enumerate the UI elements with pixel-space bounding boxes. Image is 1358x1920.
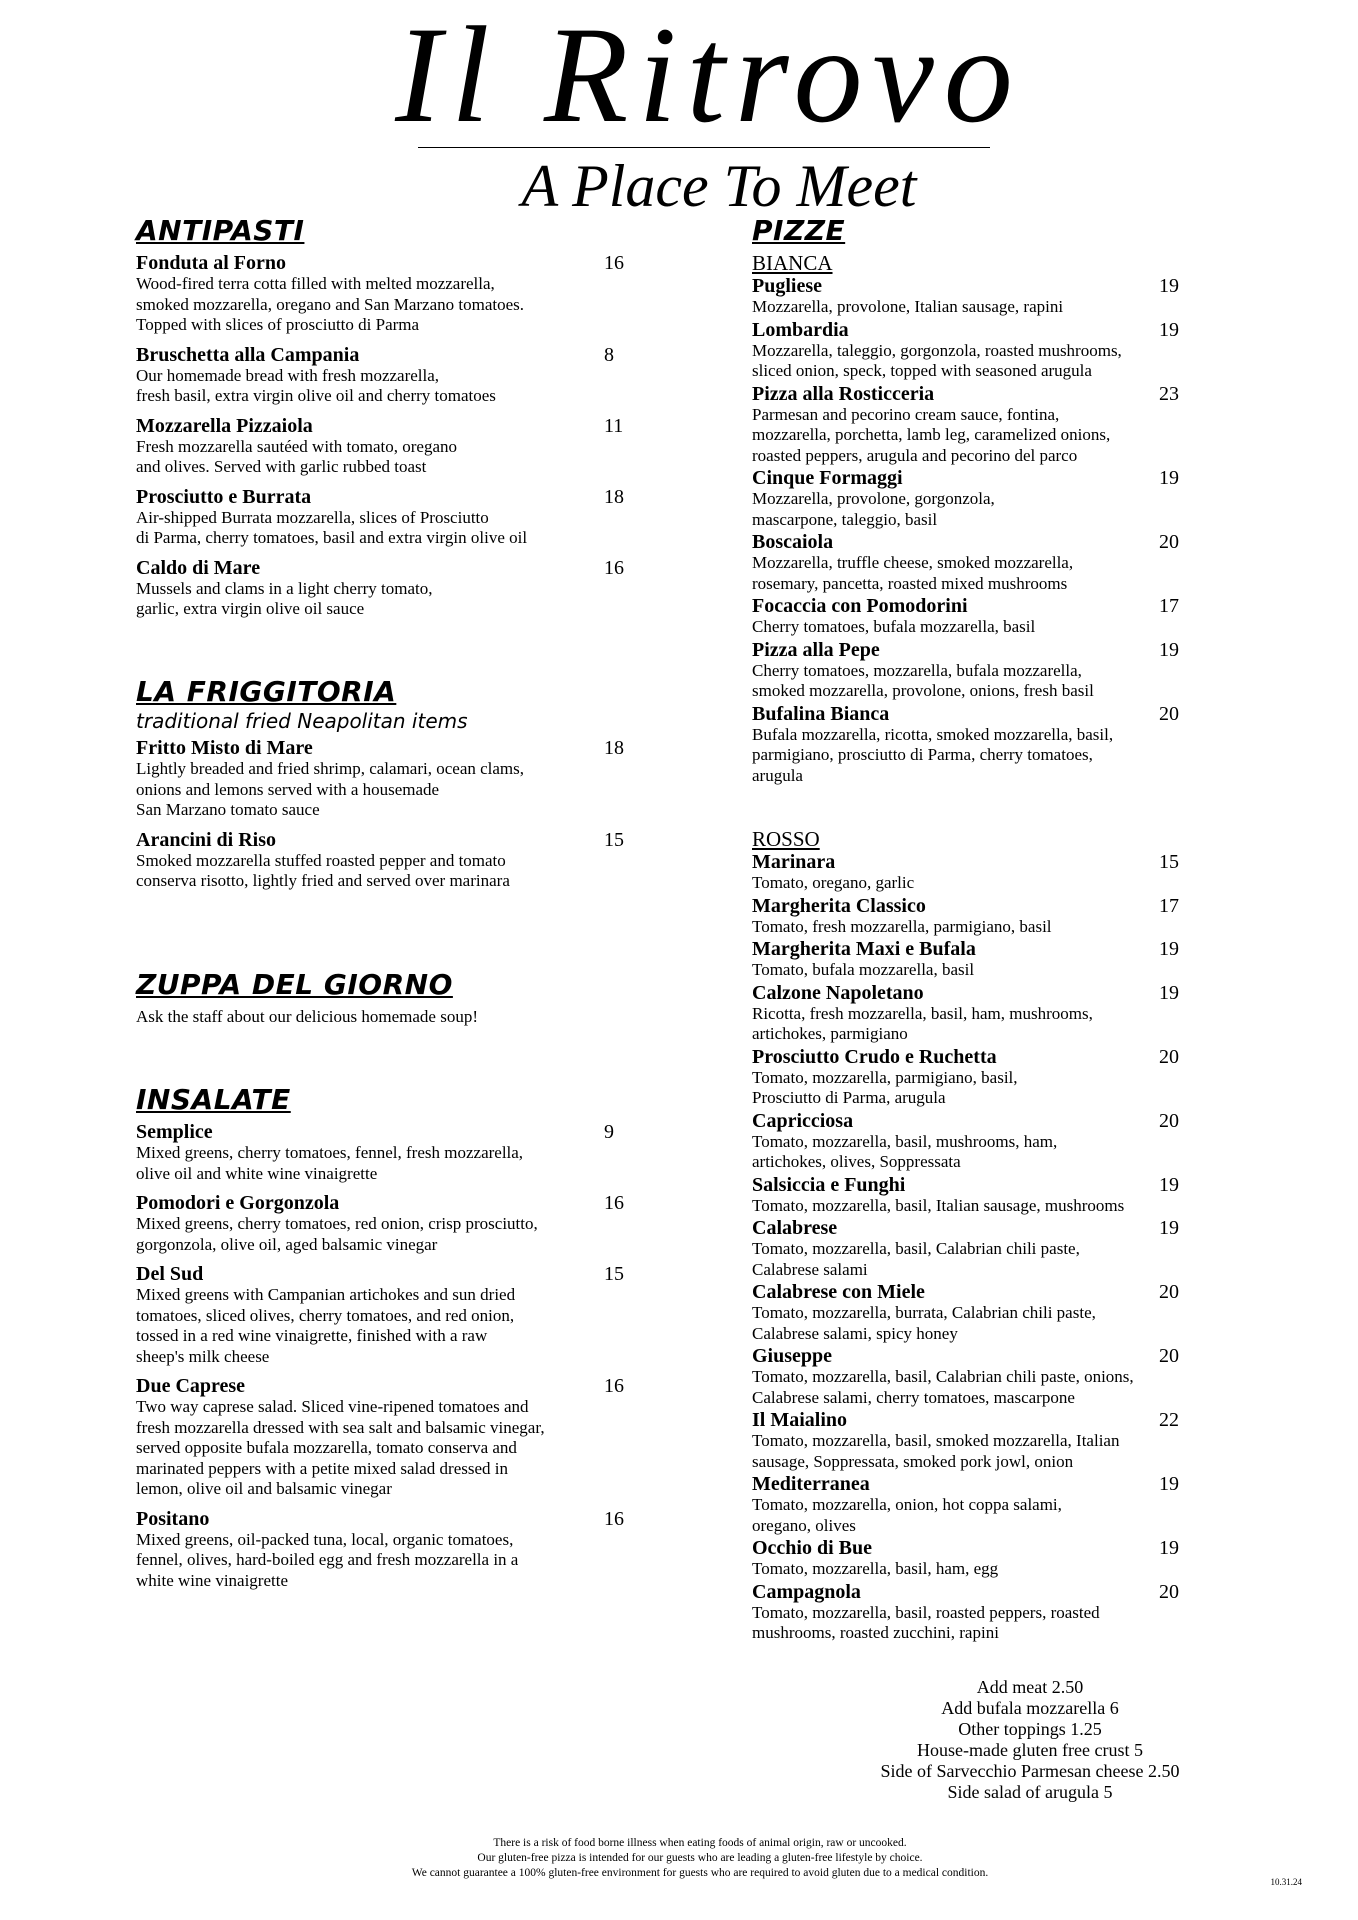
menu-item-description: fresh basil, extra virgin olive oil and cherry tomatoes (136, 386, 496, 405)
menu-item-description: tossed in a red wine vinaigrette, finished with a raw (136, 1326, 488, 1345)
menu-item-name: Pizza alla Rosticceria (752, 382, 935, 405)
menu-item (752, 1110, 1197, 1173)
text-line: Other toppings 1.25 (958, 1719, 1102, 1739)
menu-item-price: 17 (1159, 595, 1179, 617)
menu-item (752, 1537, 1197, 1580)
menu-item (752, 1174, 1197, 1217)
menu-item-description: mozzarella, porchetta, lamb leg, caramelized onions, (752, 425, 1111, 444)
menu-item-description: Calabrese salami (752, 1259, 868, 1279)
menu-item (752, 851, 1197, 894)
menu-item-description: Bufala mozzarella, ricotta, smoked mozzarella, basil, (752, 724, 1114, 744)
menu-item-description: fennel, olives, hard-boiled egg and fresh mozzarella in a (136, 1550, 519, 1569)
section-pizze (752, 214, 1197, 786)
section-insalate (136, 1083, 666, 1591)
menu-item (752, 319, 1197, 382)
section-heading: LA FRIGGITORIA (136, 675, 397, 708)
menu-item-name: Bufalina Bianca (752, 702, 890, 725)
menu-item-description: Mozzarella, truffle cheese, smoked mozzarella, (752, 553, 1074, 572)
disclaimer-footer (0, 1836, 1358, 1881)
menu-item-description: Tomato, mozzarella, basil, Italian sausage, mushrooms (752, 1195, 1125, 1215)
menu-item (136, 486, 666, 549)
menu-item-name: Bruschetta alla Campania (136, 343, 360, 366)
section-zuppa (136, 968, 666, 1027)
menu-item-price: 19 (1159, 1217, 1179, 1239)
menu-item-price: 18 (604, 737, 624, 759)
menu-item-description: served opposite bufala mozzarella, tomato conserva and (136, 1438, 517, 1457)
menu-item-price: 19 (1159, 318, 1179, 341)
menu-item-price: 19 (1159, 467, 1179, 489)
section-subheading: traditional fried Neapolitan items (136, 709, 468, 733)
restaurant-name: Il Ritrovo (395, 0, 1023, 151)
menu-item-price: 16 (604, 1192, 624, 1214)
menu-item-description: sausage, Soppressata, smoked pork jowl, onion (752, 1451, 1074, 1471)
menu-item (136, 737, 666, 821)
menu-item-description: smoked mozzarella, oregano and San Marzano tomatoes. (136, 294, 525, 314)
menu-item-description: Tomato, mozzarella, basil, mushrooms, ham, (752, 1131, 1058, 1151)
menu-item-description: arugula (752, 765, 803, 785)
menu-item (752, 1473, 1197, 1536)
menu-item-description: tomatoes, sliced olives, cherry tomatoes, and red onion, (136, 1305, 515, 1325)
menu-item-price: 11 (604, 414, 624, 437)
menu-item-description: Two way caprese salad. Sliced vine-ripened tomatoes and (136, 1397, 529, 1416)
menu-item-description: Mozzarella, provolone, Italian sausage, rapini (752, 297, 1064, 316)
menu-item-price: 19 (1159, 981, 1179, 1004)
menu-item-name: Capricciosa (752, 1109, 854, 1132)
menu-item-description: Tomato, mozzarella, basil, smoked mozzarella, Italian (752, 1431, 1120, 1450)
menu-item-list (136, 737, 666, 892)
menu-item-name: Positano (136, 1507, 210, 1530)
menu-item-price: 15 (604, 1263, 624, 1285)
menu-item-description: Mozzarella, taleggio, gorgonzola, roasted mushrooms, (752, 340, 1122, 360)
menu-item-description: mascarpone, taleggio, basil (752, 509, 938, 529)
menu-item-description: Air-shipped Burrata mozzarella, slices of Prosciutto (136, 507, 489, 527)
section-note: Ask the staff about our delicious homemade soup! (136, 1007, 478, 1026)
menu-item-description: Tomato, fresh mozzarella, parmigiano, basil (752, 916, 1052, 936)
menu-item-price: 20 (1159, 702, 1179, 725)
menu-item-price: 8 (604, 343, 614, 366)
menu-item-name: Campagnola (752, 1580, 861, 1603)
menu-item-name: Focaccia con Pomodorini (752, 595, 968, 617)
pizza-addons (820, 1677, 1240, 1803)
menu-item-price: 16 (604, 252, 624, 274)
menu-item (136, 252, 666, 336)
menu-item (136, 415, 666, 478)
text-line: There is a risk of food borne illness when eating foods of animal origin, raw or uncooked. (493, 1837, 907, 1849)
menu-item-description: Mixed greens with Campanian artichokes and sun dried (136, 1285, 516, 1304)
menu-item-description: Wood-fired terra cotta filled with melted mozzarella, (136, 274, 495, 293)
menu-item-price: 16 (604, 1375, 624, 1397)
menu-item-description: Tomato, mozzarella, burrata, Calabrian chili paste, (752, 1303, 1096, 1322)
menu-item (136, 829, 666, 892)
menu-item-name: Due Caprese (136, 1375, 246, 1397)
menu-item-description: fresh mozzarella dressed with sea salt and balsamic vinegar, (136, 1417, 545, 1437)
menu-item-description: oregano, olives (752, 1515, 856, 1535)
menu-item-list (752, 275, 1197, 786)
title-divider (418, 147, 990, 148)
menu-item-name: Marinara (752, 851, 836, 873)
menu-item (136, 344, 666, 407)
menu-item-name: Boscaiola (752, 531, 834, 553)
restaurant-tagline: A Place To Meet (521, 153, 917, 219)
menu-item-description: Calabrese salami, spicy honey (752, 1323, 958, 1343)
menu-item-description: gorgonzola, olive oil, aged balsamic vinegar (136, 1234, 438, 1254)
menu-item-name: Fonduta al Forno (136, 252, 287, 274)
menu-item-name: Salsiccia e Funghi (752, 1173, 906, 1196)
menu-item-description: Cherry tomatoes, mozzarella, bufala mozzarella, (752, 660, 1082, 680)
menu-date-code: 10.31.24 (1270, 1877, 1302, 1887)
menu-item-price: 23 (1159, 382, 1179, 405)
menu-item (136, 1508, 666, 1592)
menu-item-description: Mixed greens, cherry tomatoes, fennel, fresh mozzarella, (136, 1143, 524, 1162)
menu-item-name: Occhio di Bue (752, 1537, 873, 1559)
menu-item-name: Calzone Napoletano (752, 981, 924, 1004)
menu-item-price: 16 (604, 1507, 624, 1530)
menu-item-description: Topped with slices of prosciutto di Parma (136, 315, 420, 334)
menu-item-price: 20 (1159, 1580, 1179, 1603)
menu-item (136, 1121, 666, 1184)
menu-item-name: Semplice (136, 1121, 213, 1143)
menu-item-name: Il Maialino (752, 1409, 848, 1431)
menu-item-price: 19 (1159, 1473, 1179, 1495)
menu-item (136, 1263, 666, 1367)
text-line: House-made gluten free crust 5 (917, 1740, 1143, 1760)
menu-item-name: Margherita Maxi e Bufala (752, 938, 976, 960)
menu-item (752, 1345, 1197, 1408)
menu-item-list (752, 851, 1197, 1644)
menu-item-description: Tomato, mozzarella, basil, roasted peppers, roasted (752, 1602, 1100, 1622)
menu-item-price: 20 (1159, 1345, 1179, 1367)
menu-item (752, 1046, 1197, 1109)
menu-item-description: parmigiano, prosciutto di Parma, cherry tomatoes, (752, 745, 1093, 764)
menu-item-description: Fresh mozzarella sautéed with tomato, oregano (136, 436, 457, 456)
text-line: We cannot guarantee a 100% gluten-free environment for guests who are required to avoid gluten due to a medical condition. (411, 1867, 989, 1879)
menu-item-price: 19 (1159, 638, 1179, 661)
menu-item-name: Calabrese con Miele (752, 1281, 925, 1303)
menu-item (752, 1281, 1197, 1344)
menu-item-price: 20 (1159, 1281, 1179, 1303)
menu-item-description: sliced onion, speck, topped with seasoned arugula (752, 361, 1092, 380)
menu-item-list (136, 1121, 666, 1591)
menu-item-price: 19 (1159, 275, 1179, 297)
menu-item (752, 595, 1197, 638)
menu-item (136, 557, 666, 620)
menu-item (752, 895, 1197, 938)
menu-item-description: Tomato, mozzarella, basil, ham, egg (752, 1559, 999, 1578)
menu-item-description: Calabrese salami, cherry tomatoes, mascarpone (752, 1387, 1075, 1407)
menu-item-description: Ricotta, fresh mozzarella, basil, ham, mushrooms, (752, 1003, 1093, 1023)
menu-item-description: Our homemade bread with fresh mozzarella, (136, 365, 440, 385)
menu-item-description: Prosciutto di Parma, arugula (752, 1088, 946, 1107)
menu-item-list (136, 252, 666, 620)
menu-item-price: 9 (604, 1121, 614, 1143)
menu-item-price: 22 (1159, 1409, 1179, 1431)
text-line: Side of Sarvecchio Parmesan cheese 2.50 (880, 1761, 1180, 1781)
section-heading: ZUPPA DEL GIORNO (136, 968, 453, 1001)
menu-item-name: Arancini di Riso (136, 828, 277, 851)
menu-item-description: garlic, extra virgin olive oil sauce (136, 599, 365, 618)
section-friggitoria (136, 675, 666, 892)
menu-item-description: Mussels and clams in a light cherry tomato, (136, 578, 433, 598)
menu-item-description: conserva risotto, lightly fried and served over marinara (136, 871, 510, 890)
menu-item-description: Tomato, mozzarella, parmigiano, basil, (752, 1067, 1018, 1087)
menu-item-description: smoked mozzarella, provolone, onions, fresh basil (752, 681, 1094, 700)
menu-item-description: lemon, olive oil and balsamic vinegar (136, 1479, 392, 1498)
menu-item-description: Tomato, oregano, garlic (752, 873, 915, 892)
menu-item-description: rosemary, pancetta, roasted mixed mushrooms (752, 573, 1068, 593)
menu-item-name: Fritto Misto di Mare (136, 737, 313, 759)
menu-item-name: Prosciutto e Burrata (136, 485, 312, 508)
text-line: Side salad of arugula 5 (947, 1782, 1113, 1802)
menu-item-price: 20 (1159, 1045, 1179, 1068)
menu-item-description: marinated peppers with a petite mixed salad dressed in (136, 1458, 508, 1478)
menu-item-name: Prosciutto Crudo e Ruchetta (752, 1045, 997, 1068)
menu-item-description: San Marzano tomato sauce (136, 800, 320, 819)
menu-item-price: 15 (604, 828, 624, 851)
menu-item-description: roasted peppers, arugula and pecorino del parco (752, 445, 1078, 465)
menu-item-price: 16 (604, 556, 624, 579)
menu-item-description: Cherry tomatoes, bufala mozzarella, basil (752, 617, 1036, 636)
menu-item-description: white wine vinaigrette (136, 1570, 289, 1590)
section-heading: ANTIPASTI (136, 214, 305, 247)
menu-item (136, 1192, 666, 1255)
menu-item-description: Parmesan and pecorino cream sauce, fontina, (752, 404, 1060, 424)
menu-item-description: olive oil and white wine vinaigrette (136, 1163, 378, 1183)
menu-item-name: Del Sud (136, 1263, 204, 1285)
menu-item-price: 19 (1159, 938, 1179, 960)
menu-item (752, 938, 1197, 981)
menu-item-description: Smoked mozzarella stuffed roasted pepper and tomato (136, 850, 506, 870)
menu-item-price: 19 (1159, 1537, 1179, 1559)
menu-item-description: and olives. Served with garlic rubbed toast (136, 457, 427, 476)
menu-item (136, 1375, 666, 1500)
menu-item-name: Margherita Classico (752, 894, 926, 917)
menu-item-description: sheep's milk cheese (136, 1346, 270, 1366)
menu-item-price: 15 (1159, 851, 1179, 873)
menu-item (752, 1217, 1197, 1280)
menu-item-name: Mozzarella Pizzaiola (136, 414, 313, 437)
menu-item-description: Tomato, mozzarella, onion, hot coppa salami, (752, 1495, 1062, 1514)
menu-item-name: Lombardia (752, 318, 849, 341)
menu-item-description: Mixed greens, cherry tomatoes, red onion, crisp prosciutto, (136, 1214, 538, 1233)
section-heading: INSALATE (136, 1083, 291, 1116)
menu-item (752, 1581, 1197, 1644)
section-antipasti (136, 214, 666, 620)
menu-item (752, 531, 1197, 594)
menu-item-name: Mediterranea (752, 1473, 870, 1495)
section-heading: PIZZE (752, 214, 846, 247)
text-line: Add bufala mozzarella 6 (941, 1698, 1119, 1718)
menu-item-price: 19 (1159, 1173, 1179, 1196)
menu-item (752, 467, 1197, 530)
section-rosso (752, 828, 1197, 1644)
menu-item-name: Pomodori e Gorgonzola (136, 1192, 340, 1214)
menu-item-name: Pizza alla Pepe (752, 638, 880, 661)
menu-item (752, 703, 1197, 787)
subsection-heading-rosso: ROSSO (752, 827, 820, 851)
text-line: Our gluten-free pizza is intended for our guests who are leading a gluten-free lifestyle by choice. (477, 1852, 923, 1864)
menu-item-description: Tomato, mozzarella, basil, Calabrian chili paste, (752, 1239, 1080, 1258)
menu-item (752, 639, 1197, 702)
menu-item-description: Mozzarella, provolone, gorgonzola, (752, 489, 995, 508)
menu-item-description: Mixed greens, oil-packed tuna, local, organic tomatoes, (136, 1529, 514, 1549)
menu-item-name: Pugliese (752, 275, 822, 297)
menu-item-name: Caldo di Mare (136, 556, 261, 579)
menu-item-name: Giuseppe (752, 1345, 833, 1367)
menu-item-description: Lightly breaded and fried shrimp, calamari, ocean clams, (136, 759, 525, 778)
menu-item-description: artichokes, olives, Soppressata (752, 1152, 961, 1171)
menu-item (752, 275, 1197, 318)
menu-item-description: mushrooms, roasted zucchini, rapini (752, 1623, 999, 1642)
subsection-heading-bianca: BIANCA (752, 251, 833, 275)
menu-item-price: 20 (1159, 1109, 1179, 1132)
menu-item-name: Calabrese (752, 1217, 838, 1239)
menu-item-price: 18 (604, 485, 624, 508)
menu-item-name: Cinque Formaggi (752, 467, 903, 489)
menu-item-description: Tomato, mozzarella, basil, Calabrian chili paste, onions, (752, 1367, 1134, 1386)
menu-item-description: di Parma, cherry tomatoes, basil and extra virgin olive oil (136, 528, 528, 547)
menu-item-description: onions and lemons served with a housemade (136, 779, 440, 799)
text-line: Add meat 2.50 (976, 1677, 1084, 1697)
menu-item-price: 17 (1159, 894, 1179, 917)
menu-item (752, 1409, 1197, 1472)
menu-item-price: 20 (1159, 531, 1179, 553)
menu-item (752, 383, 1197, 467)
menu-item-description: artichokes, parmigiano (752, 1024, 908, 1043)
menu-item-description: Tomato, bufala mozzarella, basil (752, 960, 975, 979)
menu-item (752, 982, 1197, 1045)
